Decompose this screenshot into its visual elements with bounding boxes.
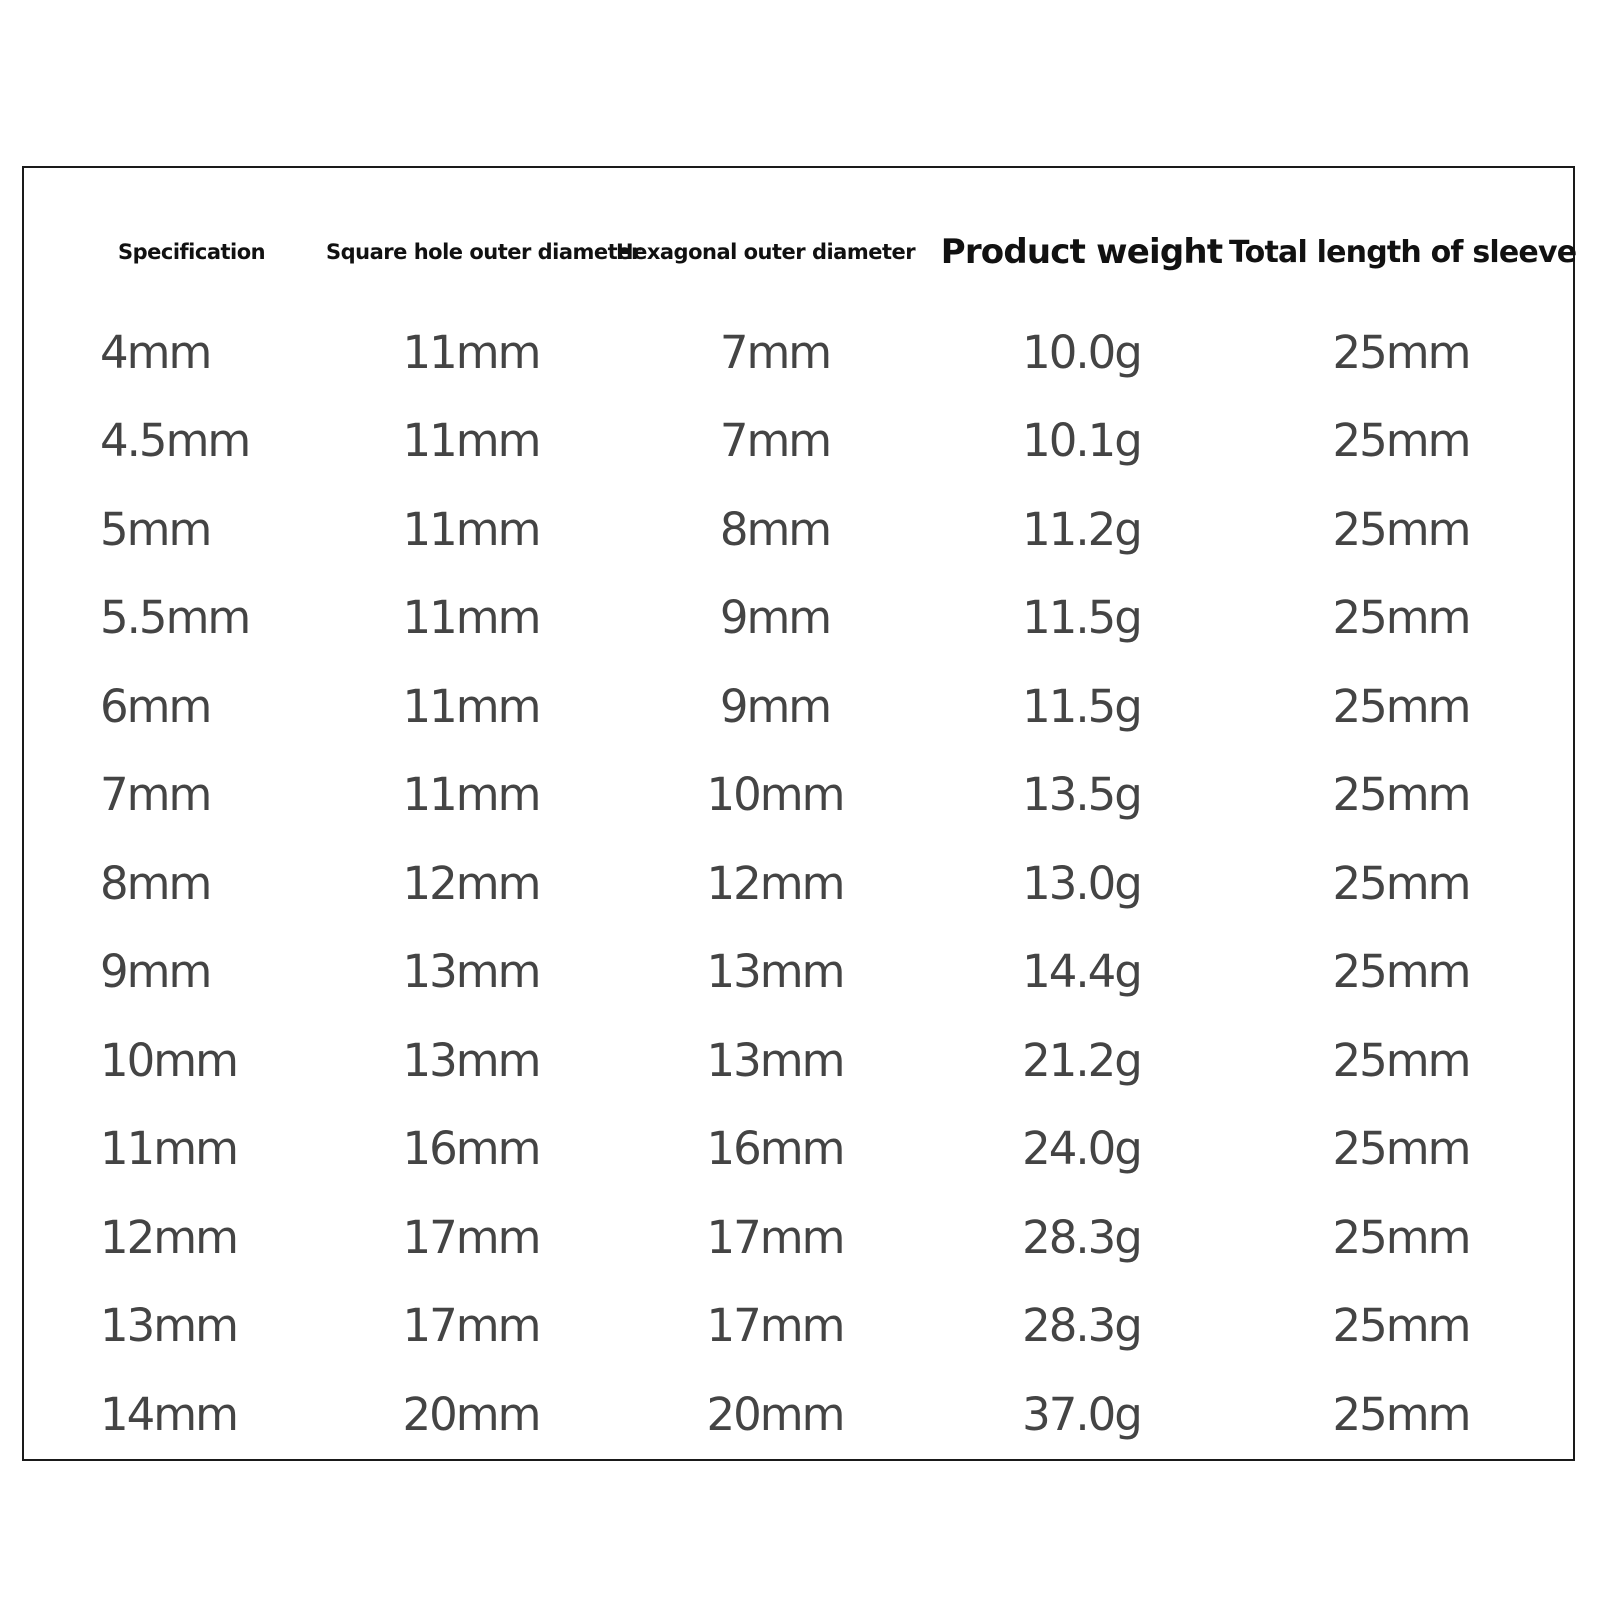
cell-product-weight: 11.5g: [1022, 591, 1141, 645]
cell-total-length-of-sleeve: 25mm: [1332, 1033, 1470, 1087]
cell-specification: 5.5mm: [100, 591, 250, 645]
cell-square-hole-outer-diameter: 11mm: [402, 325, 540, 379]
cell-total-length-of-sleeve: 25mm: [1332, 325, 1470, 379]
header-total-length-of-sleeve: Total length of sleeve: [1229, 234, 1577, 270]
table-row: [24, 1105, 1573, 1194]
cell-total-length-of-sleeve: 25mm: [1332, 414, 1470, 468]
cell-total-length-of-sleeve: 25mm: [1332, 768, 1470, 822]
cell-specification: 4.5mm: [100, 414, 250, 468]
cell-specification: 11mm: [100, 1122, 237, 1176]
cell-hexagonal-outer-diameter: 13mm: [706, 1033, 844, 1087]
cell-square-hole-outer-diameter: 16mm: [402, 1122, 540, 1176]
cell-square-hole-outer-diameter: 11mm: [402, 679, 540, 733]
cell-specification: 9mm: [100, 945, 211, 999]
cell-square-hole-outer-diameter: 11mm: [402, 591, 540, 645]
cell-square-hole-outer-diameter: 13mm: [402, 1033, 540, 1087]
cell-total-length-of-sleeve: 25mm: [1332, 945, 1470, 999]
table-row: [24, 574, 1573, 663]
cell-total-length-of-sleeve: 25mm: [1332, 1299, 1470, 1353]
cell-hexagonal-outer-diameter: 8mm: [719, 502, 831, 556]
cell-product-weight: 14.4g: [1022, 945, 1141, 999]
cell-product-weight: 10.1g: [1022, 414, 1141, 468]
cell-total-length-of-sleeve: 25mm: [1332, 1210, 1470, 1264]
cell-square-hole-outer-diameter: 17mm: [402, 1299, 540, 1353]
table-row: [24, 928, 1573, 1017]
cell-hexagonal-outer-diameter: 12mm: [706, 856, 844, 910]
cell-total-length-of-sleeve: 25mm: [1332, 591, 1470, 645]
cell-product-weight: 13.5g: [1022, 768, 1141, 822]
cell-specification: 7mm: [100, 768, 211, 822]
cell-specification: 4mm: [100, 325, 211, 379]
cell-hexagonal-outer-diameter: 9mm: [719, 679, 831, 733]
cell-total-length-of-sleeve: 25mm: [1332, 679, 1470, 733]
table-row: [24, 308, 1573, 397]
cell-product-weight: 28.3g: [1022, 1299, 1141, 1353]
cell-product-weight: 21.2g: [1022, 1033, 1141, 1087]
cell-hexagonal-outer-diameter: 7mm: [719, 325, 831, 379]
table-row: [24, 397, 1573, 486]
cell-specification: 10mm: [100, 1033, 237, 1087]
cell-hexagonal-outer-diameter: 17mm: [706, 1299, 844, 1353]
table-row: [24, 1370, 1573, 1459]
cell-square-hole-outer-diameter: 11mm: [402, 768, 540, 822]
table-row: [24, 485, 1573, 574]
cell-hexagonal-outer-diameter: 10mm: [706, 768, 844, 822]
spec-table: [24, 168, 1577, 1459]
spec-table-frame: [22, 166, 1575, 1461]
cell-specification: 6mm: [100, 679, 211, 733]
cell-product-weight: 13.0g: [1022, 856, 1141, 910]
header-specification: Specification: [118, 240, 266, 264]
cell-total-length-of-sleeve: 25mm: [1332, 1122, 1470, 1176]
header-row: [24, 168, 1573, 308]
cell-product-weight: 10.0g: [1022, 325, 1141, 379]
header-product-weight: Product weight: [940, 232, 1223, 272]
cell-square-hole-outer-diameter: 11mm: [402, 502, 540, 556]
cell-specification: 14mm: [100, 1387, 237, 1441]
cell-hexagonal-outer-diameter: 9mm: [719, 591, 831, 645]
cell-product-weight: 24.0g: [1022, 1122, 1141, 1176]
cell-hexagonal-outer-diameter: 20mm: [706, 1387, 844, 1441]
cell-specification: 8mm: [100, 856, 211, 910]
cell-product-weight: 28.3g: [1022, 1210, 1141, 1264]
cell-specification: 12mm: [100, 1210, 237, 1264]
cell-hexagonal-outer-diameter: 13mm: [706, 945, 844, 999]
cell-product-weight: 11.2g: [1022, 502, 1141, 556]
cell-specification: 5mm: [100, 502, 211, 556]
cell-square-hole-outer-diameter: 20mm: [402, 1387, 540, 1441]
table-row: [24, 1282, 1573, 1371]
cell-square-hole-outer-diameter: 13mm: [402, 945, 540, 999]
table-row: [24, 839, 1573, 928]
cell-hexagonal-outer-diameter: 16mm: [706, 1122, 844, 1176]
header-square-hole-outer-diameter: Square hole outer diameter: [326, 240, 641, 264]
cell-product-weight: 37.0g: [1022, 1387, 1141, 1441]
table-row: [24, 1193, 1573, 1282]
cell-hexagonal-outer-diameter: 7mm: [719, 414, 831, 468]
header-hexagonal-outer-diameter: Hexagonal outer diameter: [616, 240, 916, 264]
table-row: [24, 1016, 1573, 1105]
cell-square-hole-outer-diameter: 11mm: [402, 414, 540, 468]
cell-hexagonal-outer-diameter: 17mm: [706, 1210, 844, 1264]
cell-specification: 13mm: [100, 1299, 237, 1353]
cell-square-hole-outer-diameter: 12mm: [402, 856, 540, 910]
table-row: [24, 751, 1573, 840]
cell-square-hole-outer-diameter: 17mm: [402, 1210, 540, 1264]
table-row: [24, 662, 1573, 751]
cell-total-length-of-sleeve: 25mm: [1332, 1387, 1470, 1441]
cell-total-length-of-sleeve: 25mm: [1332, 856, 1470, 910]
cell-total-length-of-sleeve: 25mm: [1332, 502, 1470, 556]
cell-product-weight: 11.5g: [1022, 679, 1141, 733]
